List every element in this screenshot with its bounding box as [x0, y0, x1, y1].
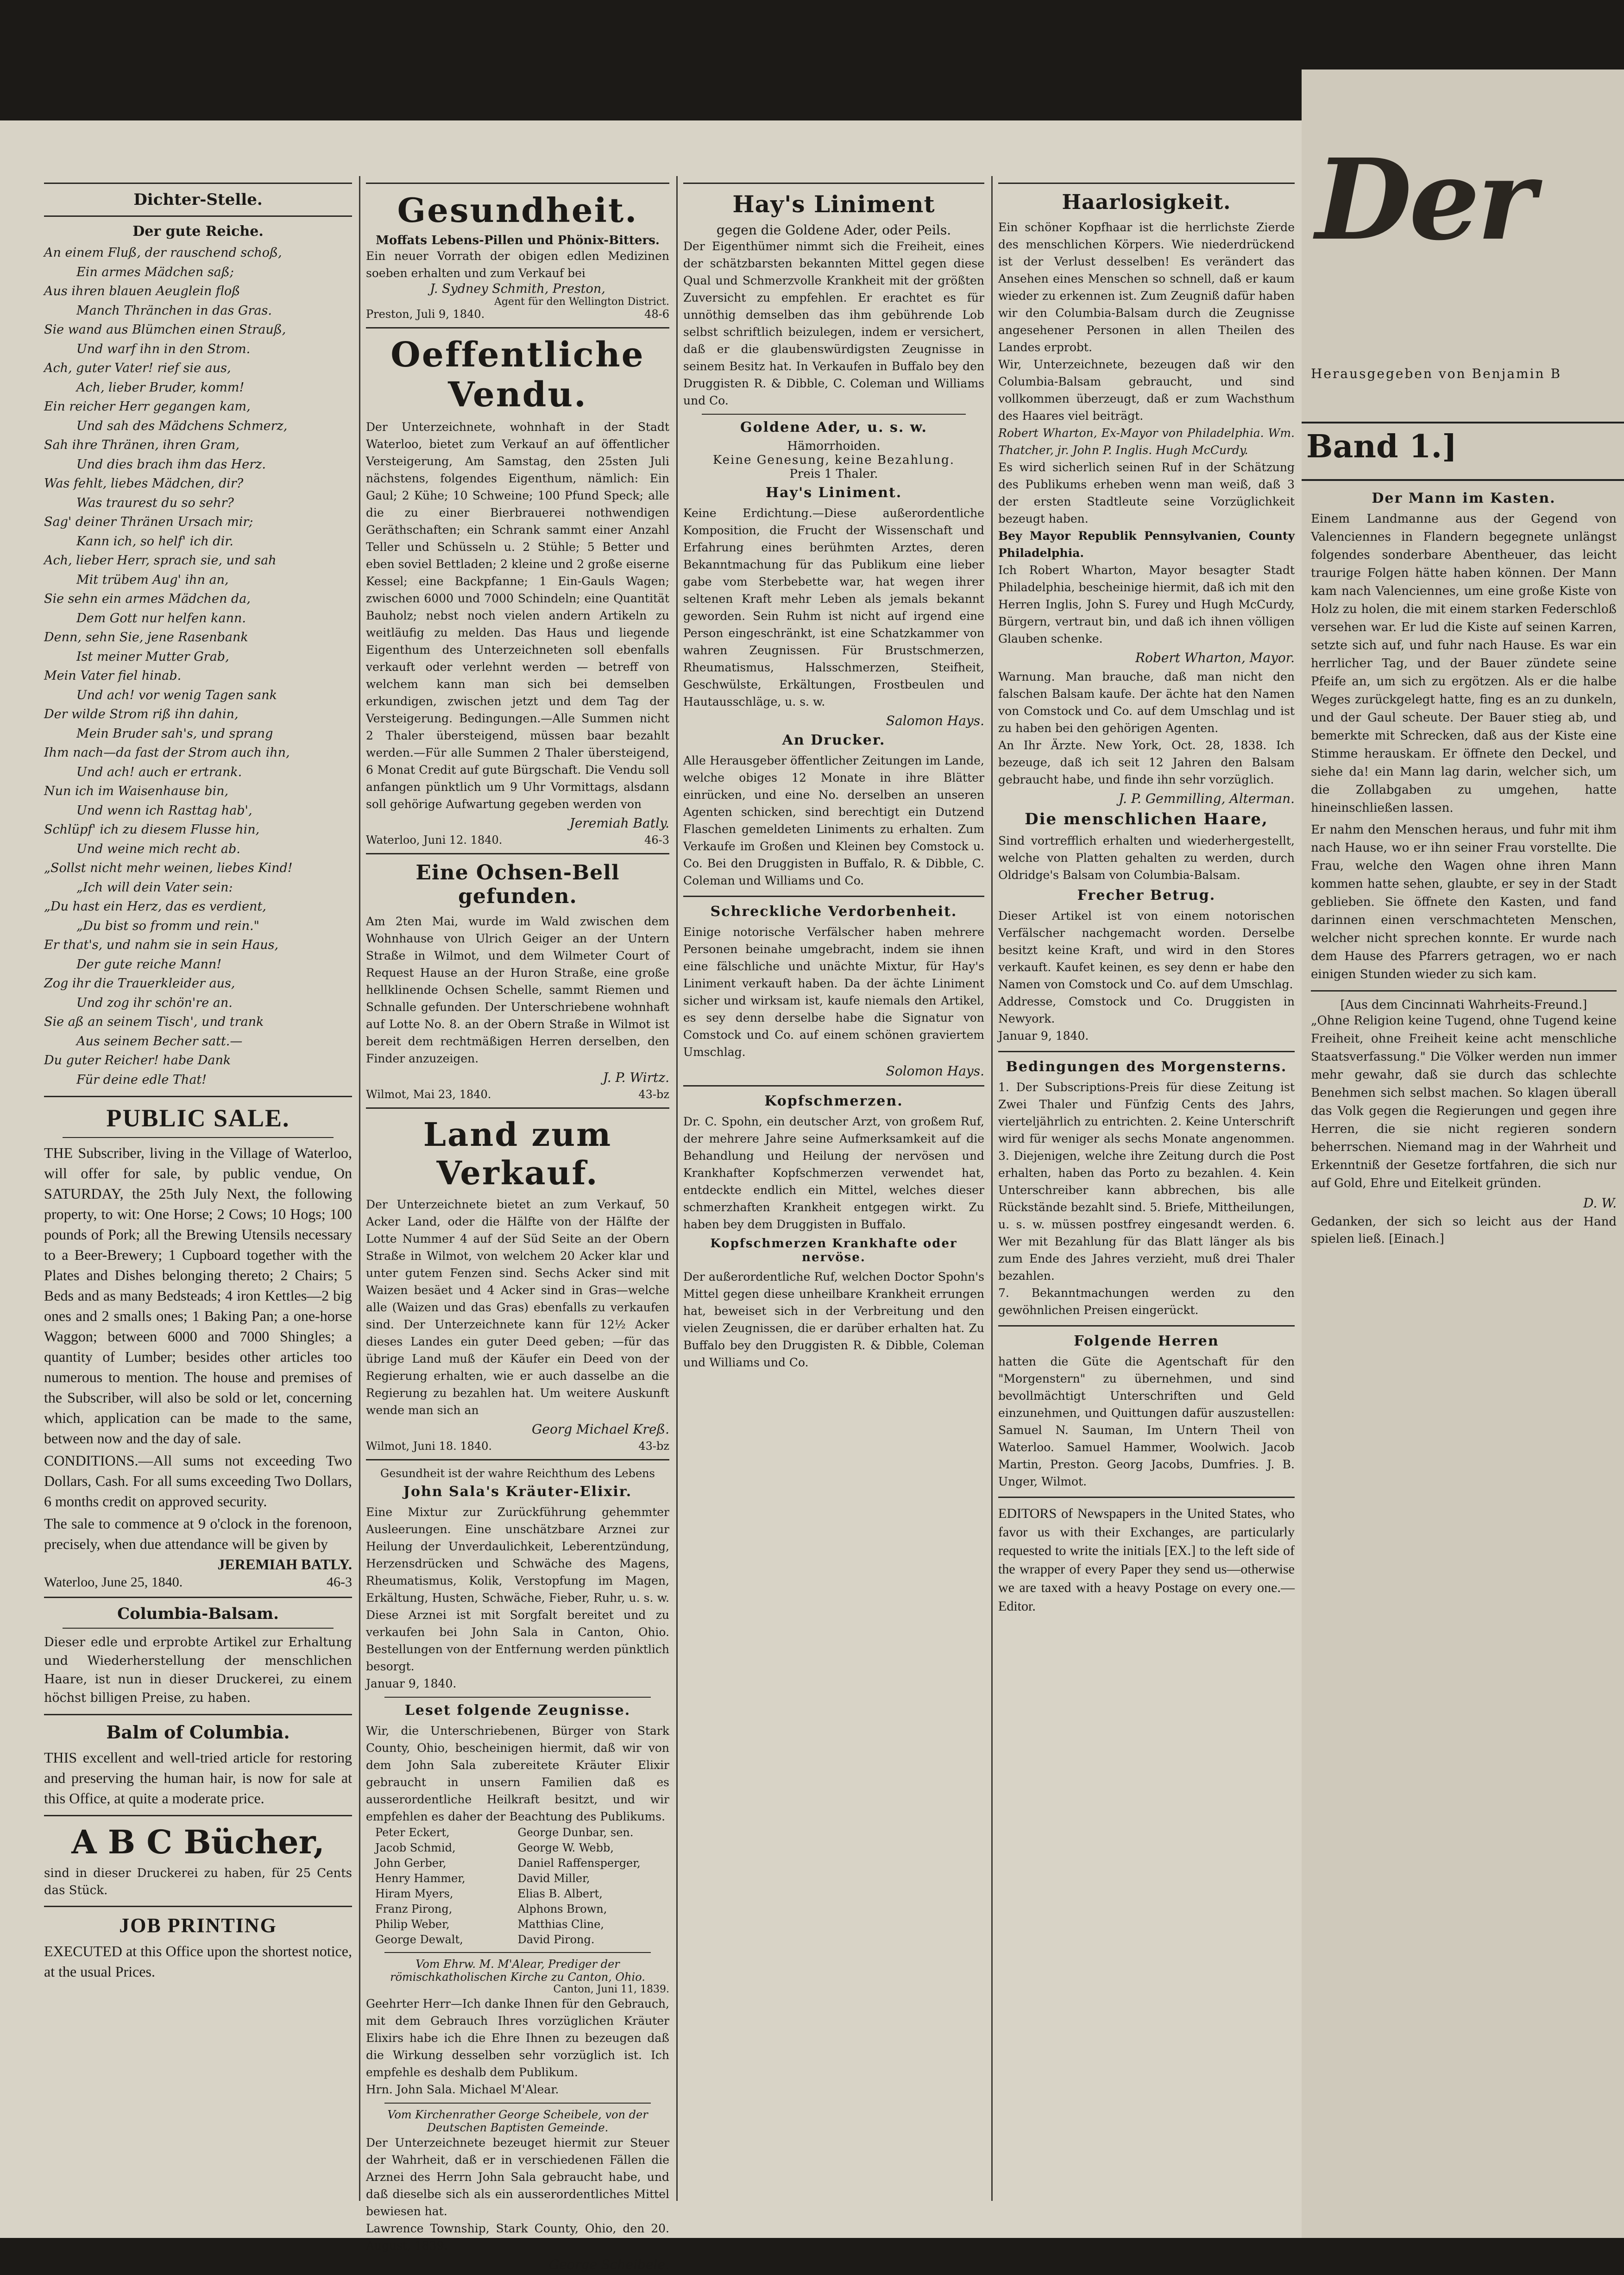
poem-line: Aus ihren blauen Aeuglein floß [44, 284, 240, 298]
poem-body [44, 243, 352, 1089]
hay-liniment2-signature: Salomon Hays. [886, 713, 984, 728]
ox-bell-dateline [366, 1088, 669, 1101]
balsam-en-title: Balm of Columbia. [106, 1722, 290, 1743]
divider [44, 1096, 352, 1097]
divider [44, 1714, 352, 1715]
column-4 [998, 176, 1295, 1616]
testimonial-names [366, 1825, 669, 1947]
divider [44, 1815, 352, 1816]
fraud-text: Dieser Artikel ist von einem notorischen Verfälscher nachgemacht worden. Derselbe besitzt keine Kraft, und wird in den Stores verkauft. Kaufet keinen, es sey denn er habe den Namen von Comstock und Co. auf dem Umschlag. [998, 909, 1295, 991]
pastor2-text: Der Unterzeichnete bezeuget hiermit zur Steuer der Wahrheit, daß er in verschiedenen Fällen die Arznei des Herrn John Sala gebraucht habe, und daß dieselbe sich als ein ausserordentliches Mittel bewiesen hat. [366, 2136, 669, 2218]
land-sale-signature: Georg Michael Kreß. [532, 1422, 669, 1437]
divider [384, 1697, 651, 1698]
testimonial-name: George Dunbar, sen. [517, 1826, 634, 1839]
testimonial-name: Alphons Brown, [517, 1902, 607, 1915]
pastor2-signature: George Scheibele. [549, 2257, 669, 2272]
divider [998, 1497, 1295, 1498]
land-sale-dateline [366, 1440, 669, 1453]
health-agent: J. Sydney Schmith, Preston, [430, 282, 605, 296]
ox-bell-signature: J. P. Wirtz. [603, 1070, 669, 1085]
public-sale-conditions: CONDITIONS.—All sums not exceeding Two Dollars, Cash. For all sums exceeding Two Dollars, 6 months credit on approved security. [44, 1452, 352, 1510]
divider [44, 183, 352, 184]
column-1 [44, 176, 352, 1982]
ox-bell-text: Am 2ten Mai, wurde im Wald zwischen dem Wohnhause von Ulrich Geiger an der Untern Straße in Wilmot, und dem Wilmeter Court of Request Hause an der Huron Straße, eine große hellklinende Ochsen Schelle, sammt Riemen und Schnalle gefunden. Der Unterschriebene wohnhaft auf Lotte No. 8. an der Obern Straße in Wilmot ist bereit dem rechtmäßigen Herren derselben, den Finder anzuzeigen. [366, 915, 669, 1065]
poem-line: „Du bist so fromm und rein." [76, 918, 260, 933]
balsam-de-title: Columbia-Balsam. [117, 1605, 279, 1623]
poem-line: Sah ihre Thränen, ihren Gram, [44, 438, 240, 452]
mayor-title: Bey Mayor Republik Pennsylvanien, County Philadelphia. [998, 529, 1295, 560]
poem-title: Der gute Reiche. [132, 223, 264, 240]
divider [384, 1952, 651, 1953]
poem-line: Ist meiner Mutter Grab, [76, 649, 229, 664]
poem-line: Sag' deiner Thränen Ursach mir; [44, 515, 253, 529]
poem-line: Denn, sehn Sie, jene Rasenbank [44, 630, 248, 645]
fraud-date: Januar 9, 1840. [998, 1029, 1089, 1043]
vendu-text: Der Unterzeichnete, wohnhaft in der Stadt Waterloo, bietet zum Verkauf an auf öffentlicher Versteigerung, Am Samstag, den 25sten Juli nächstens, folgendes Eigenthum, nämlich: Ein Gaul; 2 Kühe; 10 Schweine; 100 Pfund Speck; alle die zu einer Bierbrauerei nothwendigen Geräthschaften; ein Schrank sammt einer Anzahl Teller und Schüsseln u. 2 Stühle; 5 Better und eben soviel Bettladen; 2 kleine und 2 große eiserne Kessel; eine Backpfanne; 1 Ein-Gauls Wagen; zwischen 6000 und 7000 Schindeln; eine Quantität Bauholz; nebst noch vielen andern Artikeln zu weitläufig zu melden. Das Haus und liegende Eigenthum des Unterzeichneten soll ebenfalls verkauft oder verlehnt werden — betreff von welchem kann man sich bei demselben erkundigen, zwischen jetzt und dem Tag der Versteigerung. Bedingungen.—Alle Summen nicht 2 Thaler übersteigend, müssen baar bezahlt werden.—Für alle Summen 2 Thaler übersteigend, 6 Monat Credit auf gute Bürgschaft. Die Vendu soll anfangen pünktlich um 9 Uhr Vormittags, alsdann soll gehörige Aufwartung gegeben werden von [366, 420, 669, 811]
health-text: Ein neuer Vorrath der obigen edlen Medizinen soeben erhalten und zum Verkauf bei [366, 249, 669, 280]
headache2-text: Der außerordentliche Ruf, welchen Doctor Spohn's Mittel gegen diese unheilbare Krankheit errungen hat, beweiset sich in der Verbreitung und den vielen Zeugnissen, die er darüber erhalten hat. Zu Buffalo bey den Druggisten R. & Dibble, Coleman und Williams und Co. [683, 1270, 984, 1369]
poem-line: Er that's, und nahm sie in sein Haus, [44, 938, 279, 952]
human-hair-text: Sind vortrefflich erhalten und wiederhergestellt, welche von Platten gehalten zu werden, durch Oldridge's Balsam von Columbia-Balsam. [998, 834, 1295, 882]
poem-line: Und warf ihn in den Strom. [76, 341, 251, 356]
hair-loss-title: Haarlosigkeit. [1062, 190, 1231, 214]
divider [998, 1325, 1295, 1327]
poem-line: An einem Fluß, der rauschend schoß, [44, 246, 282, 260]
job-printing-title: JOB PRINTING [119, 1914, 277, 1937]
public-sale-time: The sale to commence at 9 o'clock in the forenoon, precisely, when due attendance will be given by [44, 1515, 352, 1552]
divider [366, 1459, 669, 1460]
hair-loss-names: Robert Wharton, Ex-Mayor von Philadelphia. Wm. Thatcher, jr. John P. Inglis. Hugh McCurdy. [998, 426, 1295, 457]
column-2 [366, 176, 669, 2275]
doctors-text: An Ihr Ärzte. New York, Oct. 28, 1838. Ich bezeuge, daß ich seit 12 Jahren den Balsam gebraucht habe, und finde ihn sehr vorzüglich. [998, 739, 1295, 786]
mayor-signature: Robert Wharton, Mayor. [1135, 650, 1295, 665]
poem-line: Sie sehn ein armes Mädchen da, [44, 592, 251, 606]
poem-line: Ach, lieber Bruder, komm! [76, 380, 245, 395]
balsam-de-text: Dieser edle und erprobte Artikel zur Erhaltung und Wiederherstellung der menschlichen Haare, ist nun in dieser Druckerei, zu einem höchst billigen Preise, zu haben. [44, 1635, 352, 1705]
testimonial-name: David Pirong. [517, 1933, 595, 1946]
poem-line: Nun ich im Waisenhause bin, [44, 784, 229, 798]
poem-line: Ihm nach—da fast der Strom auch ihn, [44, 746, 290, 760]
hay-liniment-title: Hay's Liniment [732, 190, 935, 218]
testimonial-name: John Gerber, [375, 1857, 447, 1870]
poem-line: Für deine edle That! [76, 1072, 207, 1087]
terms-title: Bedingungen des Morgensterns. [1006, 1059, 1287, 1075]
pastor2-title: Vom Kirchenrather George Scheibele, von der Deutschen Baptisten Gemeinde. [387, 2108, 648, 2134]
abc-books-text: sind in dieser Druckerei zu haben, für 25 Cents das Stück. [44, 1866, 352, 1897]
poem-line: Und ach! vor wenig Tagen sank [76, 688, 277, 702]
testimonial-name: David Miller, [517, 1872, 590, 1885]
poem-line: „Ich will dein Vater sein: [76, 880, 233, 895]
poem-line: Ein armes Mädchen saß; [76, 265, 234, 279]
sala-intro: Gesundheit ist der wahre Reichthum des Lebens [380, 1467, 655, 1480]
health-subtitle: Moffats Lebens-Pillen und Phönix-Bitters. [376, 234, 660, 247]
divider [366, 327, 669, 329]
ox-bell-title: Eine Ochsen-Bell gefunden. [415, 861, 620, 908]
poem-line: Ach, guter Vater! rief sie aus, [44, 361, 231, 375]
poem-line: Der wilde Strom riß ihn dahin, [44, 707, 239, 721]
hay-liniment2-text: Keine Erdichtung.—Diese außerordentliche Komposition, die Frucht der Wissenschaft und Erfahrung eines berühmten Arztes, deren Bekanntmachung für das Publikum eine lieber gabe vom Sterbebette war, hat wegen ihrer seltenen Kraft mehr Leben als jemals bekannt geworden. Sein Ruhm ist nicht auf irgend eine Person eingeschränkt, ist eine Schatzkammer von wahren Zeugnissen. Für Brustschmerzen, Rheumatismus, Halsschmerzen, Steifheit, Geschwülste, Erkältungen, Frostbeulen und Hautausschläge, u. s. w. [683, 506, 984, 708]
pastor-title: Vom Ehrw. M. M'Alear, Prediger der römischkatholischen Kirche zu Canton, Ohio. [390, 1958, 645, 1984]
terms-text: 1. Der Subscriptions-Preis für diese Zeitung ist Zwei Thaler und Fünfzig Cents des Jahrs, vierteljährlich zu entrichten. 2. Keine Unterschrift wird für weniger als sechs Monate angenommen. 3. Diejenigen, welche ihre Zeitung durch die Post erhalten, haben das Porto zu bezahlen. 4. Kein Unterschreiber kann abbrechen, bis alle Rückstände bezahlt sind. 5. Briefe, Mittheilungen, u. s. w. müssen postfrey eingesandt werden. 6. Wer mit Bezahlung für das Blatt länger als bis zum Ende des Jahres verzieht, muß drei Thaler bezahlen. [998, 1081, 1295, 1283]
divider [44, 1597, 352, 1598]
testimonials-text: Wir, die Unterschriebenen, Bürger von Stark County, Ohio, bescheinigen hiermit, daß wir von dem John Sala zubereitete Kräuter Elixir gebraucht in unsern Familien daß es ausserordentliche Heilkraft besitzt, und wir empfehlen es daher der Beachtung des Publikums. [366, 1724, 669, 1823]
newspaper-page [0, 120, 1302, 2272]
printers-text: Alle Herausgeber öffentlicher Zeitungen im Lande, welche obiges 12 Monate in ihre Blätter einrücken, und eine No. derselben an unseren Agenten schicken, sind berechtigt ein Dutzend Flaschen gemeldeten Liniments zu erhalten. Zum Verkaufe im Großen und Kleinen bey Comstock u. Co. Bei den Druggisten in Buffalo, R. & Dibble, C. Coleman und Williams und Co. [683, 754, 984, 887]
golden-vein-price: Preis 1 Thaler. [789, 467, 878, 481]
divider [998, 183, 1295, 184]
editors-notice: EDITORS of Newspapers in the United States, who favor us with their Exchanges, are particularly requested to write the initials [EX.] to the left side of the wrapper of every Paper they send us—otherwise we are taxed with a heavy Postage on every one.—Editor. [998, 1506, 1295, 1614]
poem-line: Sie aß an seinem Tisch', und trank [44, 1015, 264, 1029]
pastor2-date: Lawrence Township, Stark County, Ohio, den 20. August, 1839. [366, 2222, 669, 2252]
poem-line: Sie wand aus Blümchen einen Strauß, [44, 322, 286, 337]
vendu-ref: 46-3 [644, 834, 669, 847]
testimonial-name: George Dewalt, [375, 1933, 463, 1946]
land-sale-text: Der Unterzeichnete bietet an zum Verkauf, 50 Acker Land, oder die Hälfte von der Hälfte der Lotte Nummer 4 auf der Süd Seite an der Obern Straße in Wilmot, von welchem 20 Acker klar und unter gutem Fenzen sind. Sechs Acker sind mit Waizen besäet und 4 Acker sind in Gras—welche alle (Waizen und das Gras) ebenfalls zu verkaufen sind. Der Unterzeichnete kann für 12½ Acker dieses Landes ein guter Deed geben; —für das übrige Land muß der Käufer ein Deed von der Regierung erhalten, wie er auch dasselbe an die Regierung zu bezahlen hat. Um weitere Auskunft wende man sich an [366, 1198, 669, 1417]
testimonial-name: Matthias Cline, [517, 1918, 604, 1931]
poem-line: Zog ihr die Trauerkleider aus, [44, 976, 235, 991]
health-ref: 48-6 [644, 308, 669, 321]
agents-title: Folgende Herren [1074, 1333, 1219, 1349]
warning-text: Warnung. Man brauche, daß man nicht den falschen Balsam kaufe. Der ächte hat den Namen von Comstock und Co. auf dem Umschlag und ist zu haben bei den gehörigen Agenten. [998, 670, 1295, 735]
agents-text: hatten die Güte die Agentschaft für den "Morgenstern" zu übernehmen, und sind bevollmächtigt Unterschriften und Geld einzunehmen, und Quittungen dafür auszustellen: Samuel N. Sauman, Im Untern Theil von Waterloo. Samuel Hammer, Woolwich. Jacob Martin, Preston. Georg Jacobs, Dumfries. J. B. Unger, Wilmot. [998, 1355, 1295, 1488]
health-agent-district: Agent für den Wellington District. [494, 296, 669, 308]
public-sale-text: THE Subscriber, living in the Village of Waterloo, will offer for sale, by public vendue, On SATURDAY, the 25th July Next, the following property, to wit: One Horse; 2 Cows; 10 Hogs; 100 pounds of Pork; all the Brewing Utensils necessary to a Beer-Brewery; 1 Cupboard together with the Plates and Dishes belonging thereto; 2 Chairs; 5 Beds and as many Bedsteads; 4 iron Kettles—2 big ones and 2 smalls ones; 1 Baking Pan; a one-horse Waggon; between 6000 and 7000 Shingles; a quantity of Lumber; besides other articles too numerous to mention. The house and premises of the Subscriber, will also be sold or let, concerning which, application can be made to the same, between now and the day of sale. [44, 1144, 352, 1447]
public-sale-signature: JEREMIAH BATLY. [217, 1556, 352, 1573]
testimonial-name: Henry Hammer, [375, 1872, 466, 1885]
poem-line: Was fehlt, liebes Mädchen, dir? [44, 476, 244, 491]
column-3 [683, 176, 984, 1371]
poem-line: Und weine mich recht ab. [76, 841, 240, 856]
pastor-signature: Hrn. John Sala. Michael M'Alear. [366, 2083, 559, 2096]
divider [683, 896, 984, 897]
quote-source: [Aus dem Cincinnati Wahrheits-Freund.] [1340, 998, 1587, 1012]
story-text-2: Er nahm den Menschen heraus, und fuhr mit ihm nach Hause, wo er ihn seiner Frau vorstellte. Die Frau, welche den Wagen ohne ihren Mann kommen hatte sehen, glaubte, er sey in der Stadt geblieben. Sie öffnete den Kasten, und fand darinnen einen verschmachteten Menschen, welcher nicht sprechen konnte. Er wurde nach dem Hause des Pfarrers getragen, wo er nach einigen Stunden wieder zu sich kam. [1311, 823, 1617, 981]
corruption-signature: Solomon Hays. [886, 1063, 984, 1079]
mayor-text: Ich Robert Wharton, Mayor besagter Stadt Philadelphia, bescheinige hiermit, daß ich mit den Herren Inglis, John S. Furey und Hugh McCurdy, Bürgern, vertraut bin, und daß ich ihnen völligen Glauben schenke. [998, 563, 1295, 645]
golden-vein-title: Goldene Ader, u. s. w. [740, 419, 927, 436]
public-sale-dateline [44, 1574, 352, 1590]
hair-loss-text-2: Wir, Unterzeichnete, bezeugen daß wir den Columbia-Balsam gebraucht, und sind vollkommen überzeugt, daß er zum Wachsthum des Haares viel beiträgt. [998, 358, 1295, 423]
divider [366, 183, 669, 184]
divider [366, 853, 669, 854]
divider [366, 1107, 669, 1109]
poem-line: „Sollst nicht mehr weinen, liebes Kind! [44, 861, 293, 875]
hay-liniment2-title: Hay's Liniment. [765, 485, 902, 501]
human-hair-title: Die menschlichen Haare, [1025, 810, 1268, 828]
testimonial-name: Hiram Myers, [375, 1887, 453, 1900]
publisher-line: Herausgegeben von Benjamin B [1311, 366, 1562, 381]
masthead: Der [1316, 134, 1533, 265]
fraud-address: Addresse, Comstock und Co. Druggisten in Newyork. [998, 995, 1295, 1025]
volume-label: Band 1.] [1306, 428, 1457, 465]
divider [683, 183, 984, 184]
sala-title: John Sala's Kräuter-Elixir. [403, 1484, 632, 1500]
corruption-text: Einige notorische Verfälscher haben mehrere Personen beinahe umgebracht, indem sie ihnen eine fälschliche und unächte Mixtur, für Hay's Liniment verkauft haben. Da der ächte Liniment sicher und wirksam ist, kaufe niemals den Artikel, es sey denn derselbe habe die Signatur von Comstock und Co. auf einem schönen graviertem Umschlag. [683, 925, 984, 1059]
poem-line: Und zog ihr schön're an. [76, 995, 233, 1010]
health-title: Gesundheit. [397, 190, 638, 230]
hay-liniment-text: Der Eigenthümer nimmt sich die Freiheit, eines der schätzbarsten bekannten Mittel gegen diese Qual und Schmerzvolle Krankheit mit der größten Zuversicht zu empfehlen. Er erachtet es für unnöthig demselben das ihm gebührende Lob selbst schriftlich beizulegen, indem er versichert, daß er die glaubenswürdigsten Zeugnisse in seinem Besitz hat. In Verkaufen in Buffalo bey den Druggisten R. & Dibble, C. Coleman und Williams und Co. [683, 240, 984, 407]
quote-signature: D. W. [1583, 1195, 1617, 1211]
ox-bell-ref: 43-bz [638, 1088, 669, 1101]
poem-line: „Du hast ein Herz, das es verdient, [44, 899, 266, 914]
abc-books-title: A B C Bücher, [71, 1823, 325, 1861]
poem-line: Manch Thränchen in das Gras. [76, 303, 272, 318]
corruption-title: Schreckliche Verdorbenheit. [710, 904, 957, 920]
hair-loss-text-3: Es wird sicherlich seinen Ruf in der Schätzung des Publikums erheben wenn man weiß, daß 3 der ersten Stadtleute seine Vorzüglichkeit bezeugt haben. [998, 461, 1295, 525]
testimonial-name: George W. Webb, [517, 1841, 614, 1854]
column-rule [676, 176, 678, 2201]
next-page [1302, 70, 1624, 2238]
poem-line: Du guter Reicher! habe Dank [44, 1053, 231, 1068]
land-sale-title: Land zum Verkauf. [423, 1115, 612, 1192]
public-sale-date: Waterloo, June 25, 1840. [44, 1574, 183, 1590]
land-sale-date: Wilmot, Juni 18. 1840. [366, 1440, 492, 1453]
poem-line: Mit trübem Aug' ihn an, [76, 572, 229, 587]
pastor-text: Geehrter Herr—Ich danke Ihnen für den Gebrauch, mit dem Gebrauch Ihres vorzüglichen Kräuter Elixirs habe ich die Ehre Ihnen zu bezeugen daß die Wirkung desselben sehr vorzüglich ist. Ich empfehle es deshalb dem Publikum. [366, 1997, 669, 2079]
divider [998, 1051, 1295, 1052]
sala-date: Januar 9, 1840. [366, 1677, 457, 1690]
divider [683, 1085, 984, 1087]
golden-vein-subtitle: Hämorrhoiden. [787, 439, 881, 453]
headache-title: Kopfschmerzen. [764, 1093, 903, 1109]
public-sale-title: PUBLIC SALE. [106, 1104, 290, 1132]
testimonial-name: Peter Eckert, [375, 1826, 450, 1839]
pastor-date: Canton, Juni 11, 1839. [553, 1984, 669, 1995]
divider [702, 414, 966, 415]
poem-line: Was traurest du so sehr? [76, 495, 234, 510]
poem-line: Und ach! auch er ertrank. [76, 765, 242, 779]
poem-line: Schlüpf' ich zu diesem Flusse hin, [44, 822, 260, 837]
testimonial-name: Philip Weber, [375, 1918, 450, 1931]
divider [44, 1906, 352, 1907]
column-rule [991, 176, 993, 2201]
ox-bell-date: Wilmot, Mai 23, 1840. [366, 1088, 491, 1101]
testimonial-name: Jacob Schmid, [375, 1841, 456, 1854]
poem-line: Mein Bruder sah's, und sprang [76, 726, 273, 741]
volume-band [1302, 422, 1624, 481]
hay-liniment-subtitle: gegen die Goldene Ader, oder Peils. [716, 222, 951, 238]
fraud-title: Frecher Betrug. [1077, 887, 1216, 904]
terms-text-2: 7. Bekanntmachungen werden zu den gewöhnlichen Preisen eingerückt. [998, 1286, 1295, 1317]
poem-line: Und wenn ich Rasttag hab', [76, 803, 252, 818]
poem-line: Ein reicher Herr gegangen kam, [44, 399, 251, 414]
public-sale-ref: 46-3 [327, 1574, 352, 1590]
sala-text: Eine Mixtur zur Zurückführung gehemmter Ausleerungen. Eine unschätzbare Arznei zur Heilung der Unverdaulichkeit, Leberentzündung, Herzensdrücken und Schwäche des Magens, Rheumatismus, Kolik, Verstopfung im Magen, Erkältung, Husten, Schwäche, Fieber, Ruhr, u. s. w. Diese Arznei ist mit Sorgfalt bereitet und zu verkaufen bei John Sala in Canton, Ohio. Bestellungen von der Entfernung werden pünktlich besorgt. [366, 1505, 669, 1673]
divider [44, 215, 352, 217]
poetry-header: Dichter-Stelle. [133, 190, 263, 209]
story-text: Einem Landmanne aus der Gegend von Valenciennes in Flandern begegnete unlängst folgendes sonderbare Abentheuer, das leicht traurige Folgen hätte haben können. Der Mann kam nach Valenciennes, um eine große Kiste von Holz zu holen, die mit einem starken Federschloß versehen war. Er lud die Kiste auf seinen Karren, setzte sich auf, und fuhr nach Hause. Es war ein herrlicher Tag, und der Bauer zündete seine Pfeife an, um sich zu ergötzen. Als er die halbe Weges zurückgelegt hatte, fing es an zu dunkeln, und der Gaul scheute. Der Bauer stieg ab, und bemerkte mit Schrecken, daß aus der Kiste eine Stimme herauskam. Er öffnete den Deckel, und siehe da! ein Mann lag darin, welcher sich, um die Zollabgaben zu umgehen, hatte hineinschließen lassen. [1311, 512, 1617, 815]
job-printing-text: EXECUTED at this Office upon the shortest notice, at the usual Prices. [44, 1943, 352, 1980]
poem-line: Der gute reiche Mann! [76, 957, 222, 972]
poem-line: Kann ich, so helf' ich dir. [76, 534, 233, 549]
headache-text: Dr. C. Spohn, ein deutscher Arzt, von großem Ruf, der mehrere Jahre seine Aufmerksamkeit auf die Behandlung und Heilung der nervösen und Krankhafter Kopfschmerzen verwendet hat, entdeckte endlich ein Mittel, welches dieser schmerzhaften Krankheit entgegen wirkt. Zu haben bey dem Druggisten in Buffalo. [683, 1115, 984, 1231]
poem-line: Dem Gott nur helfen kann. [76, 611, 246, 626]
poem-line: Und dies brach ihm das Herz. [76, 457, 266, 472]
poem-line: Ach, lieber Herr, sprach sie, und sah [44, 553, 277, 568]
divider [1311, 990, 1617, 992]
next-page-column [1311, 487, 1617, 2219]
golden-vein-guarantee: Keine Genesung, keine Bezahlung. [712, 453, 955, 467]
testimonial-name: Franz Pirong, [375, 1902, 453, 1915]
testimonial-name: Elias B. Albert, [517, 1887, 603, 1900]
quote-text: „Ohne Religion keine Tugend, ohne Tugend keine Freiheit, ohne Freiheit keine acht menschliche Staatsverfassung." Die Völker werden nun immer mehr gewahr, daß sie durch das schlechte Benehmen sich selbst machen. So klagen überall das Volk gegen die Regierungen und gegen ihre Herren, die sie nicht regieren sondern beherrschen. Niemand mag in der Wahrheit und Erkenntniß der Gesetze fortfahren, die sich nur auf Gold, Ehre und Eitelkeit gründen. [1311, 1014, 1617, 1190]
hair-loss-text: Ein schöner Kopfhaar ist die herrlichste Zierde des menschlichen Körpers. Wie niederdrückend ist der Verlust desselben! Es verändert das Ansehen eines Menschen so schnell, daß er kaum wieder zu erkennen ist. Zum Zeugniß dafür haben wir den Columbia-Balsam durch die Zeugnisse angesehener Personen in allen Theilen des Landes erprobt. [998, 221, 1295, 354]
testimonial-name: Daniel Raffensperger, [517, 1857, 641, 1870]
poem-line: Mein Vater fiel hinab. [44, 669, 182, 683]
health-dateline [366, 308, 669, 321]
quote-ending: Gedanken, der sich so leicht aus der Hand spielen ließ. [Einach.] [1311, 1215, 1617, 1246]
land-sale-ref: 43-bz [638, 1440, 669, 1453]
divider [384, 2103, 651, 2104]
story-title: Der Mann im Kasten. [1372, 490, 1556, 506]
balsam-en-text: THIS excellent and well-tried article for restoring and preserving the human hair, is now for sale at this Office, at quite a moderate price. [44, 1749, 352, 1807]
vendu-dateline [366, 834, 669, 847]
printers-title: An Drucker. [782, 732, 886, 748]
headache2-title: Kopfschmerzen Krankhafte oder nervöse. [710, 1237, 957, 1264]
doctors-signature: J. P. Gemmilling, Alterman. [1119, 791, 1295, 806]
vendu-title: Oeffentliche Vendu. [390, 335, 645, 415]
vendu-signature: Jeremiah Batly. [569, 815, 669, 831]
health-date: Preston, Juli 9, 1840. [366, 308, 485, 321]
poem-line: Und sah des Mädchens Schmerz, [76, 418, 288, 433]
divider [63, 1628, 334, 1629]
testimonials-title: Leset folgende Zeugnisse. [404, 1702, 631, 1719]
column-rule [359, 176, 360, 2201]
poem-line: Aus seinem Becher satt.— [76, 1034, 243, 1049]
vendu-date: Waterloo, Juni 12. 1840. [366, 834, 503, 847]
divider [63, 1137, 334, 1138]
